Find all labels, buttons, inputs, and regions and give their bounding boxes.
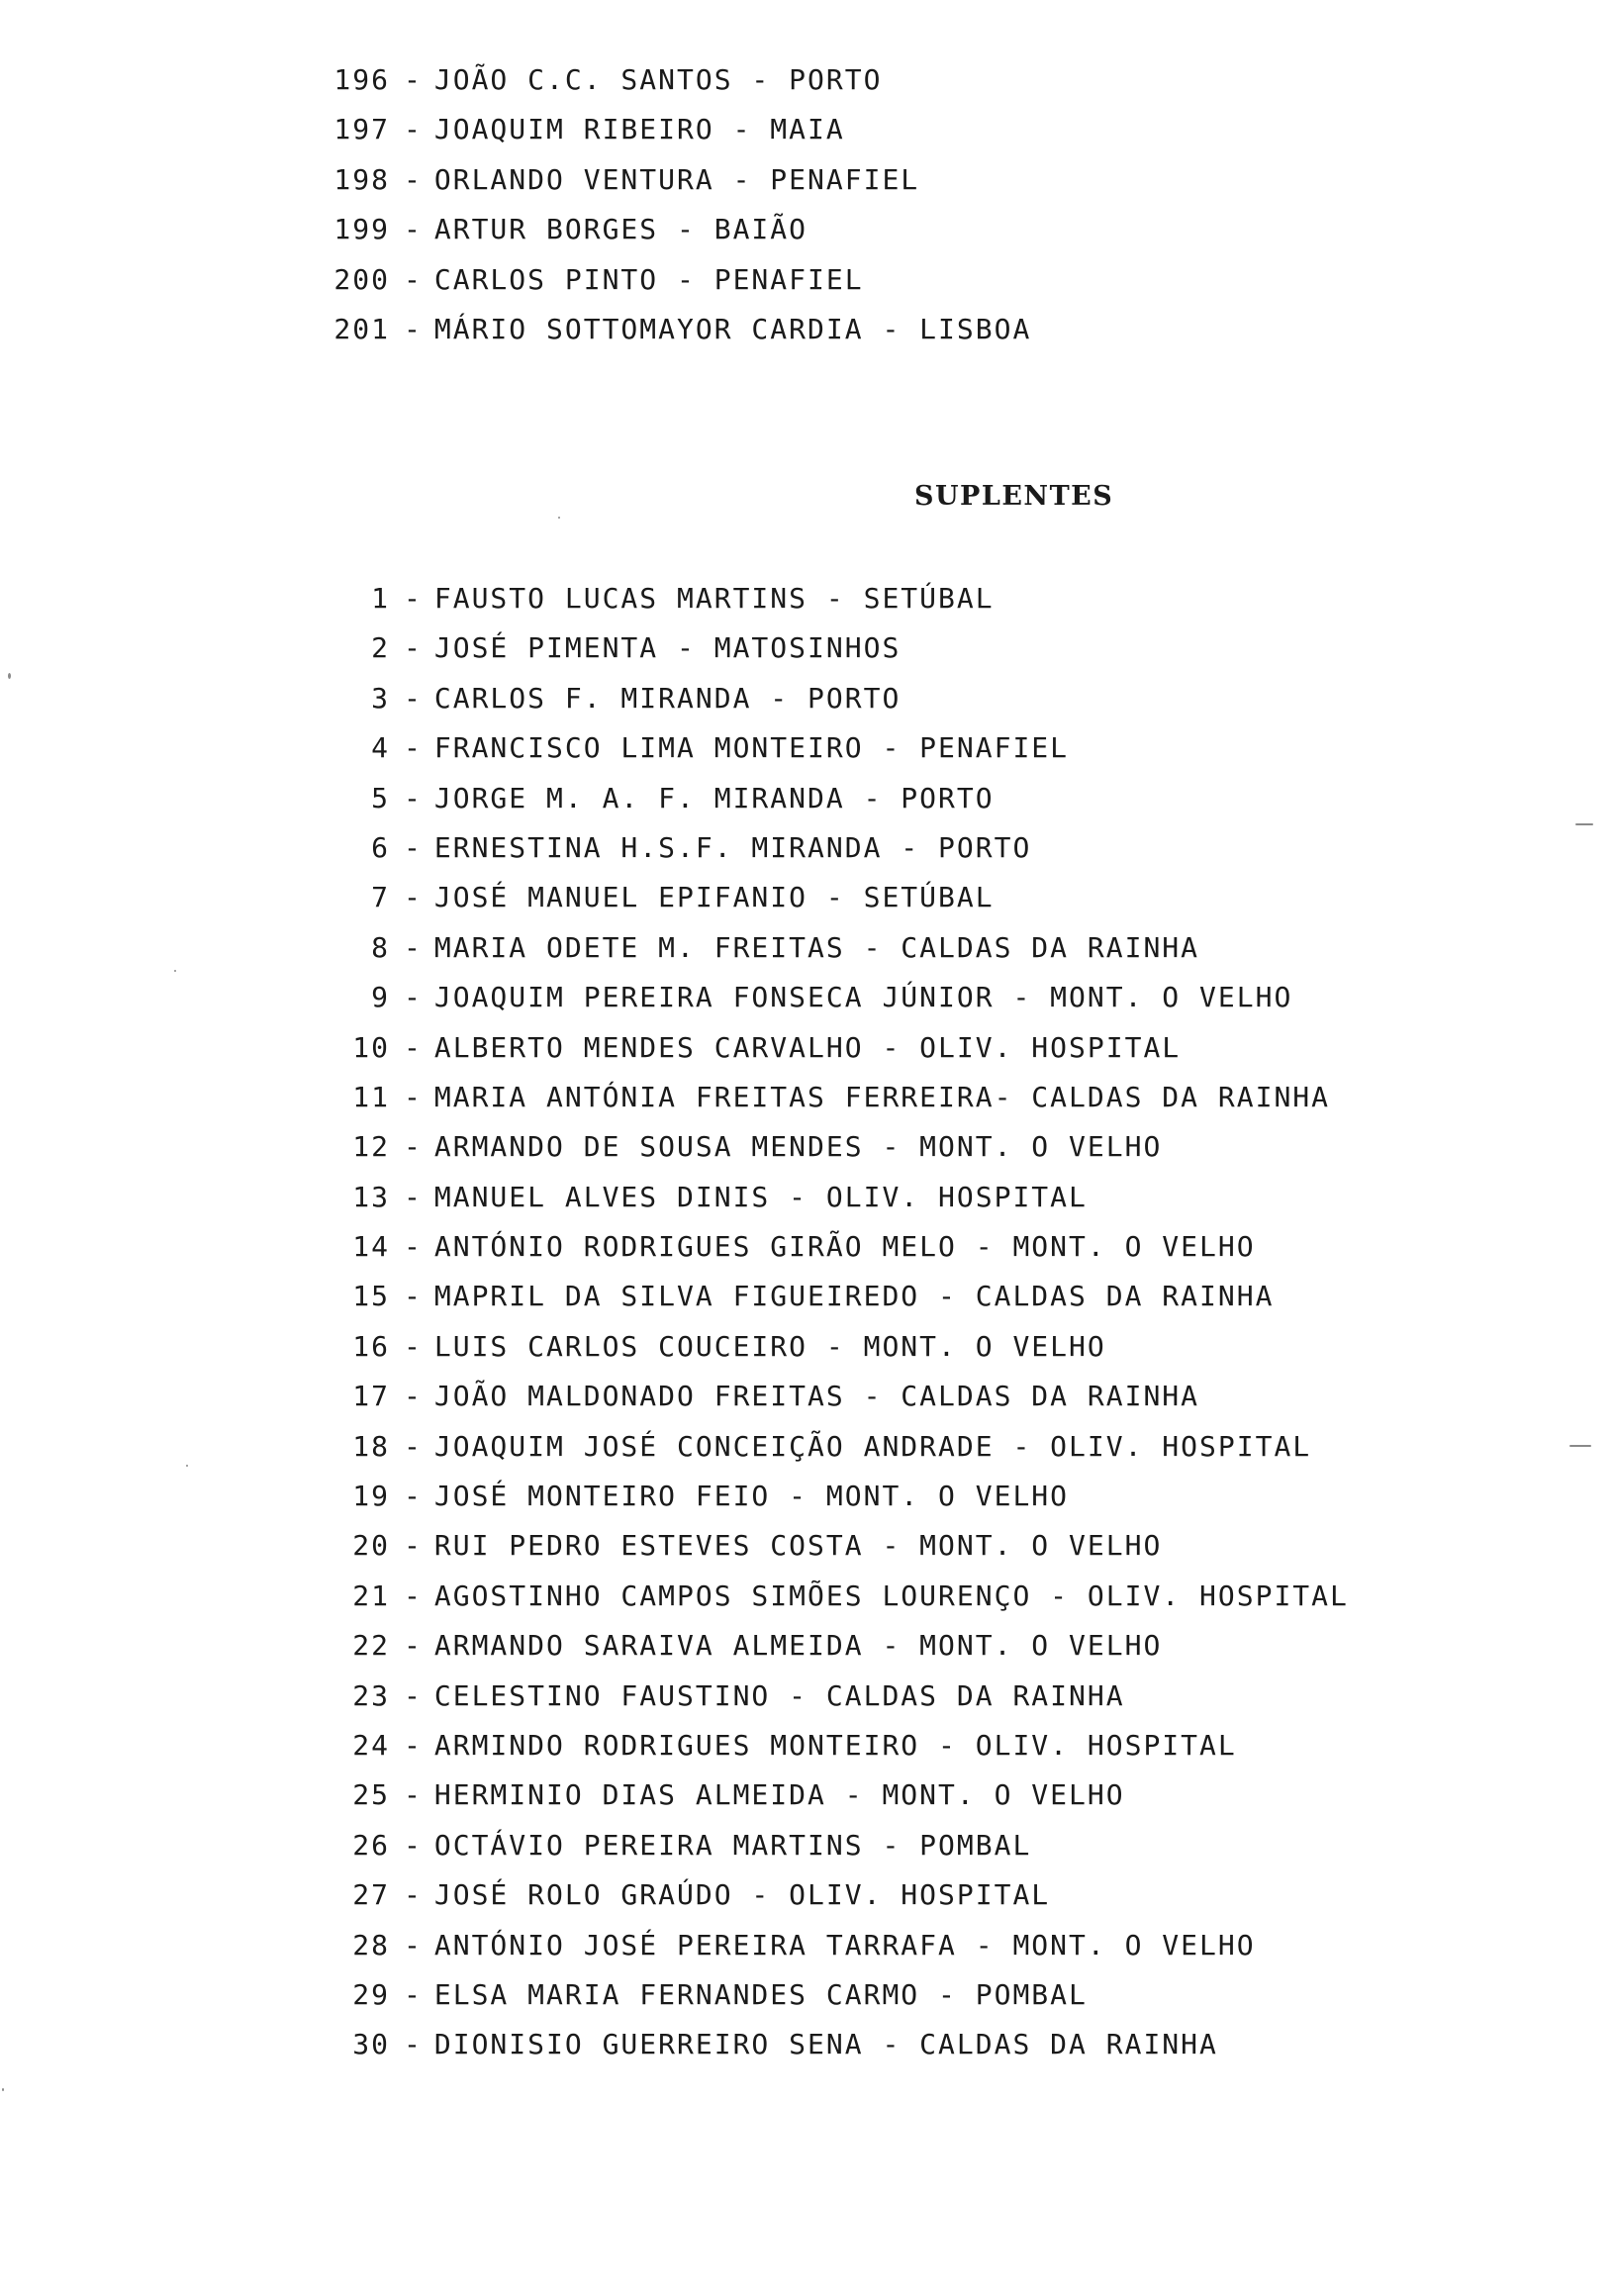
list-item [331,774,1349,823]
entry-number: 13 [352,1180,390,1213]
entry-text: FAUSTO LUCAS MARTINS - SETÚBAL [433,582,995,615]
entry-separator: - [404,1529,423,1563]
entry-separator: - [404,781,423,814]
entry-separator: - [404,930,423,964]
entry-separator: - [404,681,423,715]
list-item [331,1821,1349,1870]
entry-separator: - [404,731,423,765]
entry-separator: - [404,1678,423,1712]
list-item [331,1521,1349,1571]
entry-separator: - [404,1280,423,1313]
entry-number: 201 [333,312,390,345]
entry-separator: - [404,1728,423,1762]
list-item [331,105,1031,154]
entry-separator: - [404,830,423,864]
list-item [331,1472,1349,1521]
entry-separator: - [404,1977,423,2011]
scan-speck [186,1465,188,1467]
entry-text: JOAQUIM PEREIRA FONSECA JÚNIOR - MONT. O VELHO [433,981,1293,1014]
list-item [331,1721,1349,1770]
entry-text: ARTUR BORGES - BAIÃO [433,213,808,246]
entry-separator: - [404,1380,423,1413]
entry-text: MANUEL ALVES DINIS - OLIV. HOSPITAL [433,1180,1088,1213]
entry-separator: - [404,1778,423,1812]
entry-number: 12 [352,1130,390,1164]
entry-number: 18 [352,1429,390,1463]
entry-number: 20 [352,1529,390,1563]
entry-number: 5 [371,781,390,814]
entry-number: 198 [333,162,390,196]
entry-separator: - [404,312,423,345]
entry-text: JOAQUIM RIBEIRO - MAIA [433,113,845,146]
entry-separator: - [404,1429,423,1463]
entry-text: ANTÓNIO JOSÉ PEREIRA TARRAFA - MONT. O VELHO [433,1928,1256,1961]
entry-separator: - [404,881,423,914]
entry-separator: - [404,1130,423,1164]
list-item [331,55,1031,105]
entry-text: ARMANDO DE SOUSA MENDES - MONT. O VELHO [433,1130,1163,1164]
entry-text: JOÃO MALDONADO FREITAS - CALDAS DA RAINHA [433,1380,1200,1413]
entry-number: 6 [371,830,390,864]
entry-number: 8 [371,930,390,964]
list-item [331,1921,1349,1970]
suplentes-list [331,574,1349,2070]
list-item [331,723,1349,773]
list-item [331,1272,1349,1321]
scan-speck [558,517,560,519]
scan-speck [8,673,11,679]
entry-text: MAPRIL DA SILVA FIGUEIREDO - CALDAS DA RAINHA [433,1280,1275,1313]
scan-speck [2,2088,4,2091]
entry-number: 26 [352,1828,390,1862]
entry-separator: - [404,1180,423,1213]
candidate-list-continued [331,55,1031,354]
entry-separator: - [404,1080,423,1113]
list-item [331,973,1349,1022]
list-item [331,1222,1349,1272]
list-item [331,1372,1349,1421]
list-item [331,674,1349,723]
entry-number: 21 [352,1578,390,1612]
entry-separator: - [404,1878,423,1912]
list-item [331,1870,1349,1920]
entry-number: 15 [352,1280,390,1313]
entry-number: 4 [371,731,390,765]
entry-text: JOSÉ PIMENTA - MATOSINHOS [433,631,902,665]
list-item [331,1770,1349,1820]
entry-text: FRANCISCO LIMA MONTEIRO - PENAFIEL [433,731,1070,765]
entry-number: 3 [371,681,390,715]
entry-text: ARMANDO SARAIVA ALMEIDA - MONT. O VELHO [433,1629,1163,1663]
entry-text: JOÃO C.C. SANTOS - PORTO [433,63,883,96]
list-item [331,1023,1349,1073]
entry-text: OCTÁVIO PEREIRA MARTINS - POMBAL [433,1828,1032,1862]
entry-text: JOSÉ MANUEL EPIFANIO - SETÚBAL [433,881,995,914]
entry-separator: - [404,213,423,246]
list-item [331,2020,1349,2069]
entry-separator: - [404,1030,423,1064]
entry-number: 22 [352,1629,390,1663]
entry-separator: - [404,162,423,196]
entry-number: 1 [371,582,390,615]
list-item [331,623,1349,673]
list-item [331,1173,1349,1222]
entry-separator: - [404,2028,423,2061]
entry-number: 27 [352,1878,390,1912]
entry-separator: - [404,63,423,96]
list-item [331,823,1349,873]
scan-speck [1575,823,1593,825]
list-item [331,1970,1349,2020]
list-item [331,1621,1349,1671]
scan-speck [174,970,176,972]
entry-separator: - [404,1578,423,1612]
entry-number: 196 [333,63,390,96]
entry-text: ARMINDO RODRIGUES MONTEIRO - OLIV. HOSPITAL [433,1728,1237,1762]
entry-text: JOSÉ MONTEIRO FEIO - MONT. O VELHO [433,1480,1070,1513]
entry-separator: - [404,1629,423,1663]
list-item [331,1322,1349,1372]
list-item [331,1572,1349,1621]
entry-text: HERMINIO DIAS ALMEIDA - MONT. O VELHO [433,1778,1125,1812]
entry-separator: - [404,262,423,296]
entry-text: JOAQUIM JOSÉ CONCEIÇÃO ANDRADE - OLIV. HOSPITAL [433,1429,1312,1463]
entry-text: JORGE M. A. F. MIRANDA - PORTO [433,781,995,814]
entry-separator: - [404,1230,423,1264]
entry-text: ANTÓNIO RODRIGUES GIRÃO MELO - MONT. O VELHO [433,1230,1256,1264]
entry-text: DIONISIO GUERREIRO SENA - CALDAS DA RAINHA [433,2028,1218,2061]
list-item [331,205,1031,254]
entry-separator: - [404,582,423,615]
entry-number: 9 [371,981,390,1014]
list-item [331,873,1349,922]
section-heading-suplentes: SUPLENTES [914,481,1114,512]
list-item [331,1672,1349,1721]
entry-number: 16 [352,1329,390,1363]
entry-number: 10 [352,1030,390,1064]
entry-text: CELESTINO FAUSTINO - CALDAS DA RAINHA [433,1678,1125,1712]
entry-text: ORLANDO VENTURA - PENAFIEL [433,162,920,196]
entry-number: 30 [352,2028,390,2061]
entry-text: JOSÉ ROLO GRAÚDO - OLIV. HOSPITAL [433,1878,1051,1912]
entry-text: LUIS CARLOS COUCEIRO - MONT. O VELHO [433,1329,1106,1363]
entry-text: CARLOS PINTO - PENAFIEL [433,262,864,296]
entry-text: MÁRIO SOTTOMAYOR CARDIA - LISBOA [433,312,1032,345]
entry-separator: - [404,1928,423,1961]
entry-separator: - [404,1329,423,1363]
scan-speck [1569,1445,1591,1447]
entry-separator: - [404,1828,423,1862]
entry-number: 19 [352,1480,390,1513]
entry-number: 2 [371,631,390,665]
entry-number: 28 [352,1928,390,1961]
entry-number: 24 [352,1728,390,1762]
entry-text: RUI PEDRO ESTEVES COSTA - MONT. O VELHO [433,1529,1163,1563]
list-item [331,255,1031,305]
entry-separator: - [404,631,423,665]
entry-text: ELSA MARIA FERNANDES CARMO - POMBAL [433,1977,1088,2011]
list-item [331,1122,1349,1172]
list-item [331,923,1349,973]
entry-number: 25 [352,1778,390,1812]
entry-text: MARIA ANTÓNIA FREITAS FERREIRA- CALDAS DA RAINHA [433,1080,1331,1113]
entry-number: 17 [352,1380,390,1413]
entry-separator: - [404,113,423,146]
entry-separator: - [404,981,423,1014]
entry-text: AGOSTINHO CAMPOS SIMÕES LOURENÇO - OLIV. HOSPITAL [433,1578,1349,1612]
list-item [331,1422,1349,1472]
list-item [331,305,1031,354]
entry-number: 23 [352,1678,390,1712]
list-item [331,574,1349,623]
list-item [331,1073,1349,1122]
entry-text: CARLOS F. MIRANDA - PORTO [433,681,902,715]
entry-text: ALBERTO MENDES CARVALHO - OLIV. HOSPITAL [433,1030,1182,1064]
entry-number: 11 [352,1080,390,1113]
entry-number: 199 [333,213,390,246]
entry-separator: - [404,1480,423,1513]
list-item [331,155,1031,205]
entry-text: ERNESTINA H.S.F. MIRANDA - PORTO [433,830,1032,864]
entry-text: MARIA ODETE M. FREITAS - CALDAS DA RAINHA [433,930,1200,964]
entry-number: 7 [371,881,390,914]
entry-number: 14 [352,1230,390,1264]
entry-number: 200 [333,262,390,296]
entry-number: 29 [352,1977,390,2011]
entry-number: 197 [333,113,390,146]
